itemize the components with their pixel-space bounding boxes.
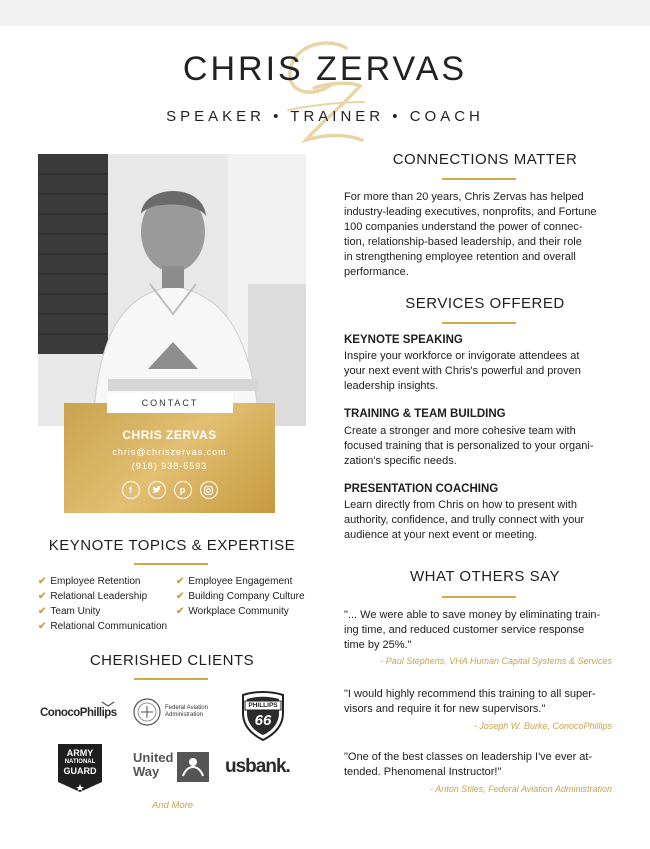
- services-heading: SERVICES OFFERED: [405, 295, 565, 312]
- check-icon: ✔: [176, 576, 185, 587]
- topics-left-list: [38, 574, 178, 634]
- top-band: [0, 0, 650, 26]
- service-title-coaching: PRESENTATION COACHING: [344, 483, 499, 495]
- clients-heading: CHERISHED CLIENTS: [89, 652, 255, 669]
- testimonial-quote: "... We were able to save money by eliminating train- ing time, and reduced customer service response time by 25%.": [344, 609, 601, 651]
- service-title-training: TRAINING & TEAM BUILDING: [344, 408, 506, 420]
- connections-text: For more than 20 years, Chris Zervas has helped industry-leading executives, nonprofits, and Fortune 100 companies understand the power of connec- tion, relationship-based leadership, and their role in strengthening employee retention and overall performance.: [344, 191, 597, 278]
- social-links: [64, 481, 275, 499]
- service-text-training: Create a stronger and more cohesive team with focused training that is personalized to your organi- zation's specific needs.: [344, 425, 594, 467]
- testimonial-author: - Paul Stephens, VHA Human Capital Systems & Services: [380, 656, 612, 666]
- list-item: ✔ Relational Leadership: [38, 591, 148, 602]
- service-text-keynote: Inspire your workforce or invigorate attendees at your next event with Chris's powerful and proven leadership insights.: [344, 350, 581, 392]
- usbank-logo: usbank.: [225, 756, 290, 777]
- check-icon: ✔: [38, 576, 47, 587]
- contact-email-link[interactable]: chris@chriszervas.com: [112, 447, 227, 457]
- and-more-link: And More: [151, 800, 194, 811]
- testimonial-quote: "One of the best classes on leadership I've ever at- tended. Phenomenal Instructor!": [344, 751, 593, 778]
- service-text-coaching: Learn directly from Chris on how to present with authority, confidence, and trully connect with your audience at your next event or meeting.: [344, 499, 585, 541]
- check-icon: ✔: [176, 591, 185, 602]
- check-icon: ✔: [38, 606, 47, 617]
- testimonials-heading: WHAT OTHERS SAY: [409, 568, 560, 585]
- testimonials-divider: [442, 596, 516, 598]
- list-item: ✔ Building Company Culture: [176, 591, 305, 602]
- phillips66-logo: PHILLIPS 66: [239, 691, 287, 741]
- check-icon: ✔: [176, 606, 185, 617]
- clients-divider: [134, 678, 208, 680]
- check-icon: ✔: [38, 621, 47, 632]
- list-item: ✔ Employee Engagement: [176, 576, 293, 587]
- list-item: ✔ Team Unity: [38, 606, 101, 617]
- page-title: CHRIS ZERVAS: [182, 50, 468, 88]
- portrait-photo: [38, 154, 306, 426]
- army-national-guard-logo: ARMY NATIONAL GUARD: [58, 744, 102, 792]
- services-divider: [442, 322, 516, 324]
- tagline: SPEAKER • TRAINER • COACH: [166, 108, 484, 125]
- testimonial-author: - Anton Stiles, Federal Aviation Administration: [430, 784, 612, 794]
- connections-heading: CONNECTIONS MATTER: [392, 151, 578, 168]
- connections-divider: [442, 178, 516, 180]
- topics-heading: KEYNOTE TOPICS & EXPERTISE: [48, 537, 296, 554]
- service-title-keynote: KEYNOTE SPEAKING: [344, 334, 463, 346]
- check-icon: ✔: [38, 591, 47, 602]
- contact-phone[interactable]: (918) 938-5593: [131, 461, 208, 471]
- testimonial-author: - Joseph W. Burke, ConocoPhillips: [473, 721, 612, 731]
- united-way-logo: United Way: [133, 750, 211, 784]
- topics-divider: [134, 563, 208, 565]
- list-item: ✔ Employee Retention: [38, 576, 141, 587]
- contact-name: CHRIS ZERVAS: [122, 428, 217, 442]
- conocophillips-logo: ConocoPhillips: [40, 700, 122, 724]
- instagram-icon[interactable]: [200, 481, 218, 499]
- facebook-icon[interactable]: f: [122, 481, 140, 499]
- testimonial-quote: "I would highly recommend this training to all super- visors and require it for new supervisors.": [344, 688, 596, 715]
- pinterest-icon[interactable]: p: [174, 481, 192, 499]
- faa-logo: Federal Aviation Administration: [133, 698, 223, 728]
- twitter-icon[interactable]: [148, 481, 166, 499]
- list-item: ✔ Relational Communication: [38, 621, 168, 632]
- contact-tab: CONTACT: [107, 393, 233, 413]
- topics-right-list: [176, 574, 326, 619]
- contact-card: [64, 403, 275, 513]
- list-item: ✔ Workplace Community: [176, 606, 289, 617]
